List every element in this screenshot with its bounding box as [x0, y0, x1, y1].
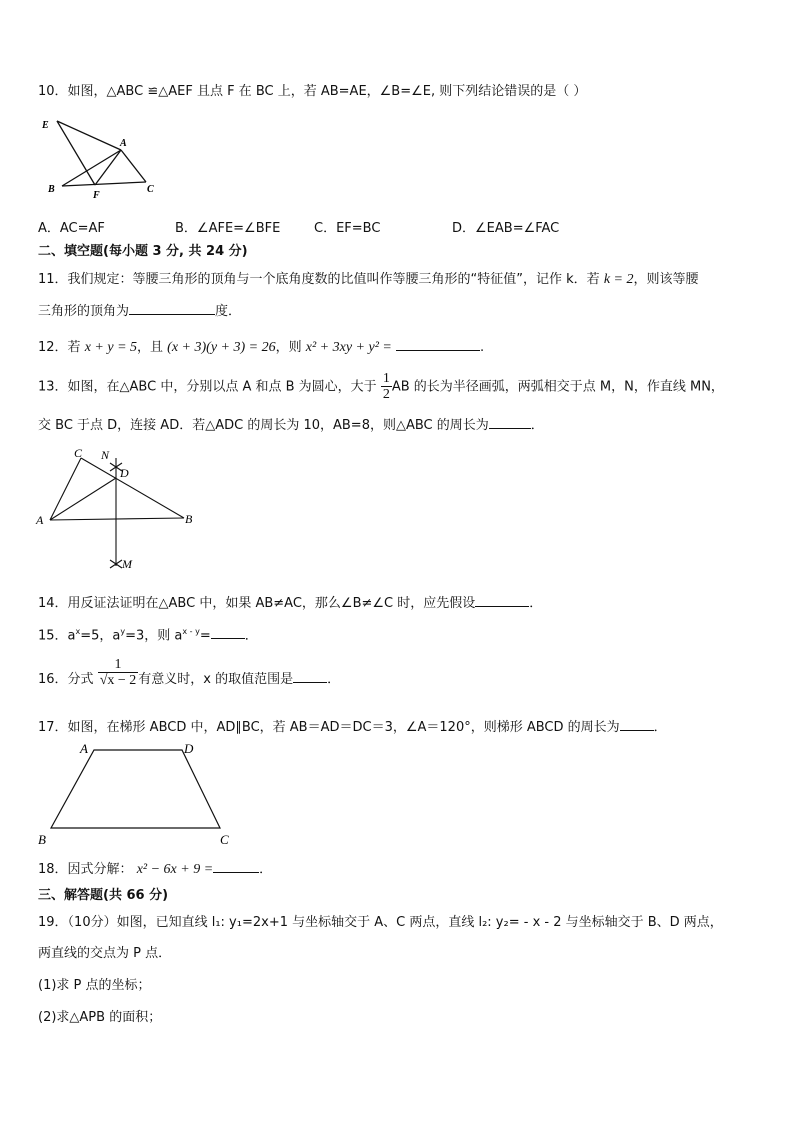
q11-line1	[38, 270, 699, 290]
q10-option-a: A．AC=AF	[38, 221, 105, 236]
q16-fraction	[98, 658, 139, 688]
q11-k-eq: k = 2	[603, 272, 634, 287]
q18-line	[38, 858, 272, 880]
q15-exp-xy: x - y	[182, 627, 200, 636]
q10-label-c: C	[147, 184, 154, 195]
q17-label-d: D	[184, 741, 194, 756]
section-2-heading: 二、填空题(每小题 3 分, 共 24 分)	[38, 244, 248, 259]
q13-frac-den: 2	[382, 387, 390, 402]
q12-answer-blank[interactable]	[396, 336, 480, 351]
q14-text-a: 14．用反证法证明在△ABC 中，如果 AB≠AC，那么∠B≠∠C 时，应先假设	[38, 596, 476, 611]
q16-frac-den: √x − 2	[99, 672, 137, 688]
q18-expr: x² − 6x + 9 =	[136, 862, 214, 877]
q19-line2: 两直线的交点为 P 点．	[38, 946, 172, 961]
q15-text-d: =	[199, 628, 211, 644]
q13-text-a: 13．如图，在△ABC 中，分别以点 A 和点 B 为圆心，大于	[38, 379, 377, 395]
q15-text-a: 15．a	[38, 628, 76, 644]
q15-line	[38, 622, 258, 646]
q12-text-c: ，则	[275, 340, 302, 355]
q19-part1: (1)求 P 点的坐标；	[38, 978, 151, 993]
section-3-heading: 三、解答题(共 66 分)	[38, 888, 169, 903]
q10-label-b: B	[48, 184, 55, 195]
q13-text-b: AB 的长为半径画弧，两弧相交于点 M，N，作直线 MN，	[391, 379, 724, 395]
q11-text-a: 11．我们规定：等腰三角形的顶角与一个底角度数的比值叫作等腰三角形的“特征值”，记作 k．若	[38, 272, 600, 287]
q14-answer-blank[interactable]	[475, 592, 529, 607]
q18-text-b: ．	[259, 862, 273, 877]
q13-label-c: C	[74, 446, 83, 460]
q17-text-end: ．	[653, 720, 667, 735]
q16-text-c: ．	[327, 672, 341, 687]
q14-text-b: ．	[529, 596, 543, 611]
q13-frac-num: 1	[382, 371, 390, 386]
q19-part2: (2)求△APB 的面积；	[38, 1010, 162, 1025]
q12-eq2: (x + 3)(y + 3) = 26	[167, 340, 276, 355]
q11-text-c: 三角形的顶角为	[38, 304, 130, 319]
q16-text-b: 有意义时，x 的取值范围是	[138, 672, 294, 687]
q13-label-m: M	[122, 557, 132, 571]
q11-answer-blank[interactable]	[129, 300, 215, 315]
q13-text-d: ．	[530, 418, 544, 433]
q12-eq3: x² + 3xy + y² =	[305, 340, 392, 355]
q16-answer-blank[interactable]	[293, 668, 327, 683]
q12-text-d: .	[479, 340, 485, 355]
q10-label-a: A	[120, 138, 127, 149]
q13-label-b: B	[185, 512, 193, 526]
q18-answer-blank[interactable]	[213, 858, 259, 873]
q12-line	[38, 336, 484, 358]
q15-text-b: =5，a	[80, 628, 121, 644]
q10-label-e: E	[42, 120, 49, 131]
q13-fraction	[381, 372, 392, 402]
q15-answer-blank[interactable]	[211, 624, 245, 639]
q15-exp-x: x	[75, 627, 81, 636]
q14-line	[38, 592, 542, 614]
q17-answer-blank[interactable]	[620, 716, 654, 731]
q13-text-c: 交 BC 于点 D，连接 AD．若△ADC 的周长为 10，AB=8，则△ABC 的周长为	[38, 418, 489, 433]
q11-line2	[38, 300, 241, 322]
q12-text-a: 12．若	[38, 340, 81, 355]
q13-label-n: N	[101, 448, 110, 462]
q11-text-d: 度．	[215, 304, 242, 319]
q12-eq1: x + y = 5	[84, 340, 138, 355]
q13-label-d: D	[120, 466, 129, 480]
q10-figure	[40, 112, 170, 202]
q15-exp-y: y	[120, 627, 126, 636]
q13-answer-blank[interactable]	[489, 414, 531, 429]
q18-text-a: 18．因式分解：	[38, 862, 133, 877]
q19-line1: 19．（10分）如图，已知直线 l₁: y₁=2x+1 与坐标轴交于 A、C 两点，直线 l₂: y₂= - x - 2 与坐标轴交于 B、D 两点，	[38, 915, 723, 930]
q15-text-e: ．	[244, 628, 258, 644]
q10-option-d: D．∠EAB=∠FAC	[452, 221, 560, 236]
q13-label-a: A	[36, 513, 44, 527]
q17-text: 17．如图，在梯形 ABCD 中，AD∥BC，若 AB＝AD＝DC＝3，∠A＝120°，则梯形 ABCD 的周长为	[38, 720, 620, 735]
q16-text-a: 16．分式	[38, 672, 94, 687]
q10-text: 10．如图，△ABC ≌△AEF 且点 F 在 BC 上，若 AB=AE，∠B=∠E, 则下列结论错误的是（ ）	[38, 84, 587, 99]
q15-text-c: =3，则 a	[125, 628, 183, 644]
q12-text-b: ，且	[137, 340, 164, 355]
q10-option-c: C．EF=BC	[314, 221, 381, 236]
q17-line	[38, 716, 667, 738]
q11-text-b: ，则该等腰	[633, 272, 699, 287]
q17-label-b: B	[38, 832, 46, 847]
q13-line2	[38, 414, 544, 436]
q13-line1	[38, 372, 724, 402]
q13-figure	[34, 444, 204, 580]
q16-frac-num: 1	[114, 656, 122, 672]
q16-line	[38, 656, 341, 690]
q17-figure	[34, 738, 244, 850]
q17-label-c: C	[220, 832, 229, 847]
q17-label-a: A	[80, 741, 88, 756]
q10-option-b: B．∠AFE=∠BFE	[175, 221, 281, 236]
q10-label-f: F	[93, 190, 100, 201]
